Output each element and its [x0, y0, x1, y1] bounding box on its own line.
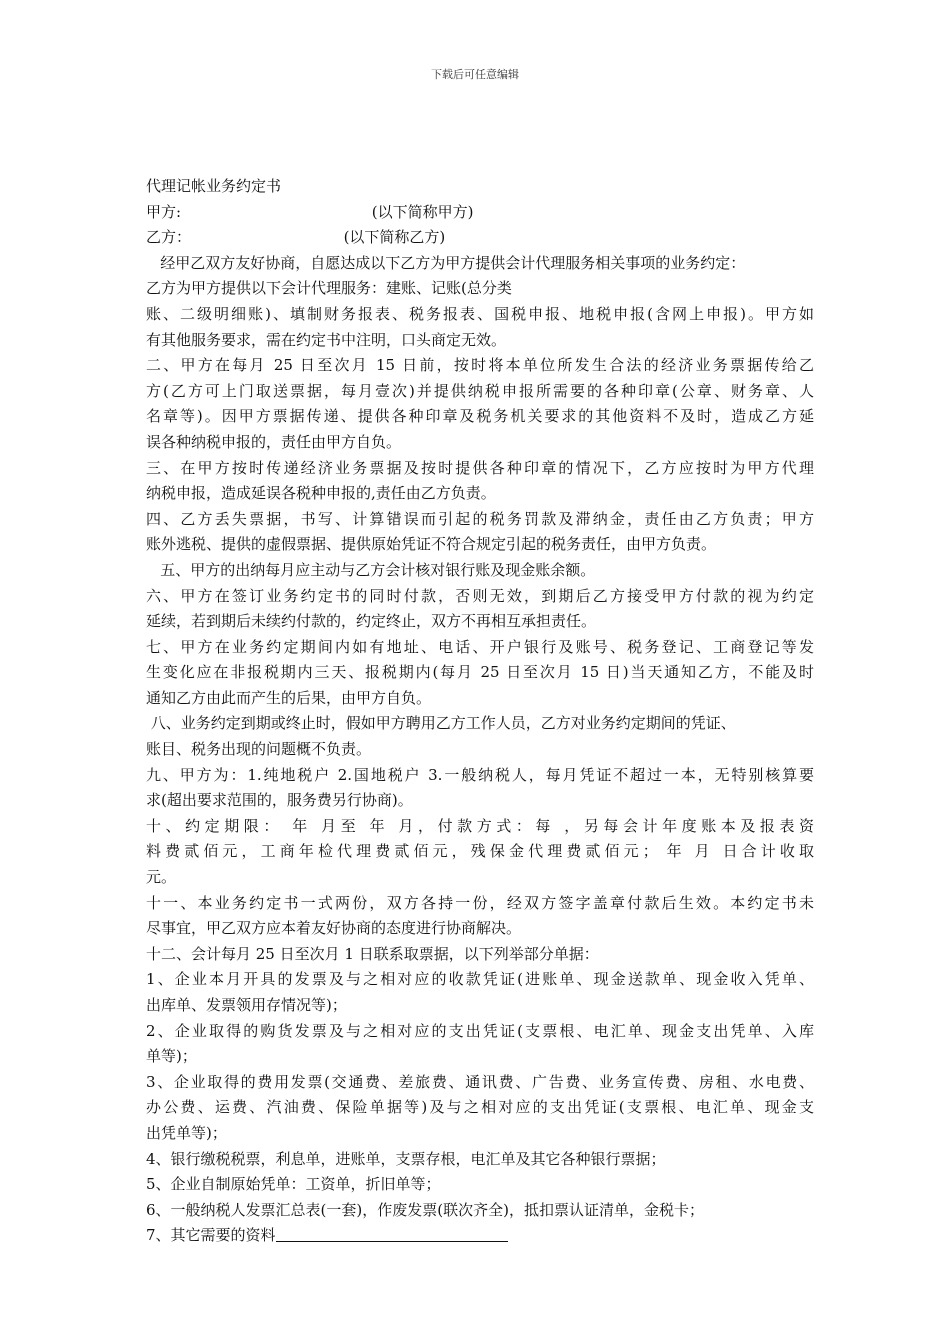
text-line: 三、在甲方按时传递经济业务票据及按时提供各种印章的情况下，乙方应按时为甲方代理 — [146, 458, 814, 477]
text-line: 求(超出要求范围的，服务费另行协商)。 — [146, 791, 413, 810]
text-line: 七、甲方在业务约定期间内如有地址、电话、开户银行及账号、税务登记、工商登记等发 — [146, 637, 814, 656]
text-line: 3、企业取得的费用发票(交通费、差旅费、通讯费、广告费、业务宣传费、房租、水电费、 — [146, 1072, 814, 1091]
text-line: 乙方为甲方提供以下会计代理服务：建账、记账(总分类 — [146, 279, 512, 298]
text-line: 账外逃税、提供的虚假票据、提供原始凭证不符合规定引起的税务责任，由甲方负责。 — [146, 535, 717, 554]
text-line: 甲方: (以下简称甲方) — [146, 202, 474, 221]
text-line: 料费贰佰元，工商年检代理费贰佰元，残保金代理费贰佰元； 年 月 日合计收取 — [146, 842, 814, 861]
text-line: 账目、税务出现的问题概不负责。 — [146, 740, 372, 759]
text-line: 五、甲方的出纳每月应主动与乙方会计核对银行账及现金账余额。 — [146, 560, 596, 579]
text-line: 通知乙方由此而产生的后果，由甲方自负。 — [146, 688, 432, 707]
text-line: 出库单、发票领用存情况等)； — [146, 996, 347, 1014]
text-line: 经甲乙双方友好协商，自愿达成以下乙方为甲方提供会计代理服务相关事项的业务约定： — [146, 253, 746, 272]
text-line: 四、乙方丢失票据，书写、计算错误而引起的税务罚款及滞纳金，责任由乙方负责；甲方 — [146, 509, 814, 528]
text-line: 八、业务约定到期或终止时，假如甲方聘用乙方工作人员，乙方对业务约定期间的凭证、 — [146, 714, 736, 733]
text-line: 1、企业本月开具的发票及与之相对应的收款凭证(进账单、现金送款单、现金收入凭单、 — [146, 970, 814, 989]
other-materials-label: 7、其它需要的资料 — [146, 1226, 276, 1245]
text-line: 六、甲方在签订业务约定书的同时付款，否则无效，到期后乙方接受甲方付款的视为约定 — [146, 586, 814, 605]
text-line: 尽事宜，甲乙双方应本着友好协商的态度进行协商解决。 — [146, 919, 522, 938]
text-line: 十一、本业务约定书一式两份，双方各持一份，经双方签字盖章付款后生效。本约定书未 — [146, 893, 814, 912]
page-header: 下载后可任意编辑 — [431, 68, 519, 81]
text-line: 二、甲方在每月 25 日至次月 15 日前，按时将本单位所发生合法的经济业务票据传给乙 — [146, 356, 814, 375]
text-line-last — [146, 1223, 814, 1249]
text-line: 4、银行缴税税票，利息单，进账单，支票存根，电汇单及其它各种银行票据； — [146, 1149, 666, 1168]
text-line: 九、甲方为：1.纯地税户 2.国地税户 3.一般纳税人，每月凭证不超过一本，无特别核算要 — [146, 765, 814, 784]
text-line: 5、企业自制原始凭单：工资单，折旧单等； — [146, 1175, 441, 1194]
text-line: 元。 — [146, 868, 177, 887]
text-line: 纳税申报，造成延误各税种申报的,责任由乙方负责。 — [146, 484, 496, 503]
text-line: 乙方： (以下简称乙方) — [146, 228, 446, 247]
contract-body — [146, 174, 814, 1249]
text-line: 方(乙方可上门取送票据，每月壹次)并提供纳税申报所需要的各种印章(公章、财务章、人 — [146, 381, 814, 400]
text-line: 单等)； — [146, 1047, 197, 1066]
text-line: 误各种纳税申报的，责任由甲方自负。 — [146, 432, 402, 451]
text-line: 十二、会计每月 25 日至次月 1 日联系取票据，以下列举部分单据： — [146, 944, 599, 963]
text-line: 延续，若到期后未续约付款的，约定终止，双方不再相互承担责任。 — [146, 612, 597, 631]
text-line: 十、约定期限： 年 月至 年 月，付款方式：每 ，另每会计年度账本及报表资 — [146, 816, 814, 835]
document-title: 代理记帐业务约定书 — [146, 177, 282, 195]
text-line: 2、企业取得的购货发票及与之相对应的支出凭证(支票根、电汇单、现金支出凭单、入库 — [146, 1021, 814, 1040]
text-line: 6、一般纳税人发票汇总表(一套)，作废发票(联次齐全)，抵扣票认证清单，金税卡； — [146, 1200, 704, 1219]
text-line: 名章等)。因甲方票据传递、提供各种印章及税务机关要求的其他资料不及时，造成乙方延 — [146, 407, 814, 426]
text-line: 办公费、运费、汽油费、保险单据等)及与之相对应的支出凭证(支票根、电汇单、现金支 — [146, 1098, 814, 1117]
text-line: 有其他服务要求，需在约定书中注明，口头商定无效。 — [146, 330, 507, 349]
fill-in-blank — [276, 1225, 508, 1242]
text-line: 账、二级明细账)、填制财务报表、税务报表、国税申报、地税申报(含网上申报)。甲方如 — [146, 304, 814, 323]
text-line: 出凭单等)； — [146, 1123, 227, 1142]
text-line: 生变化应在非报税期内三天、报税期内(每月 25 日至次月 15 日)当天通知乙方，不能及时 — [146, 663, 814, 682]
